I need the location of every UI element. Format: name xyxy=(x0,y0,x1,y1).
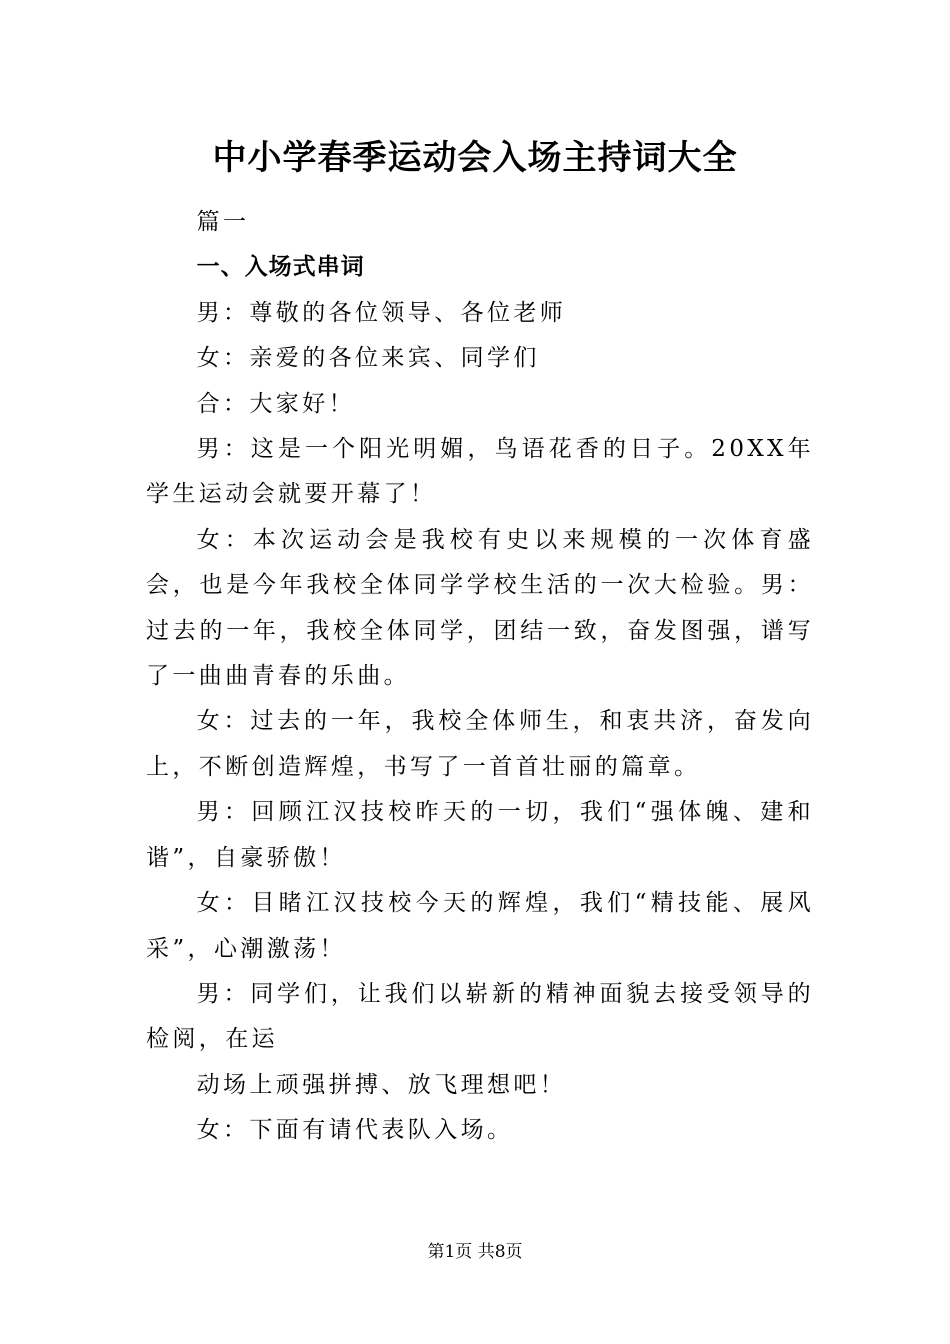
paragraph: 男：同学们，让我们以崭新的精神面貌去接受领导的检阅，在运 xyxy=(146,980,814,1053)
paragraph: 女：下面有请代表队入场。 xyxy=(196,1117,514,1144)
paragraph: 合：大家好！ xyxy=(196,390,355,417)
document-body xyxy=(146,200,814,1154)
paragraph: 女：亲爱的各位来宾、同学们 xyxy=(196,345,540,372)
paragraph: 男：尊敬的各位领导、各位老师 xyxy=(196,299,567,326)
paragraph: 男：这是一个阳光明媚，鸟语花香的日子。20XX年学生运动会就要开幕了！ xyxy=(146,436,814,508)
paragraph-section-label: 篇一 xyxy=(196,209,250,235)
paragraph: 女：过去的一年，我校全体师生，和衷共济，奋发向上，不断创造辉煌，书写了一首首壮丽的篇章。 xyxy=(146,708,814,780)
paragraph: 女：目睹江汉技校今天的辉煌，我们“精技能、展风采”，心潮激荡！ xyxy=(146,890,814,962)
paragraph: 女：本次运动会是我校有史以来规模的一次体育盛会，也是今年我校全体同学学校生活的一次大检验。男：过去的一年，我校全体同学，团结一致，奋发图强，谱写了一曲曲青春的乐曲。 xyxy=(146,526,814,690)
paragraph: 男：回顾江汉技校昨天的一切，我们“强体魄、建和谐”，自豪骄傲！ xyxy=(146,799,814,871)
document-title: 中小学春季运动会入场主持词大全 xyxy=(212,138,738,178)
paragraph: 动场上顽强拼搏、放飞理想吧！ xyxy=(196,1071,567,1098)
paragraph-heading: 一、入场式串词 xyxy=(196,254,365,281)
page-number-footer: 第1页 共8页 xyxy=(427,1242,523,1262)
